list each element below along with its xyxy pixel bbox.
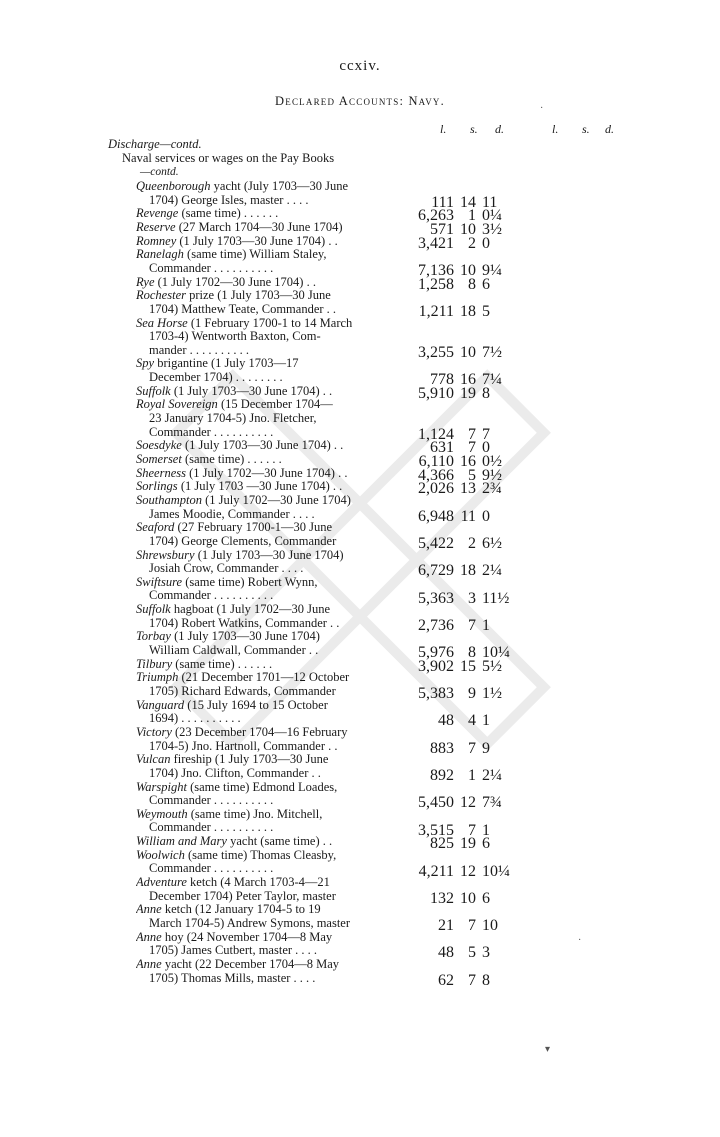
ship-name: Romney [136,234,177,248]
entry-line: Southampton (1 July 1702—30 June 1704) [136,493,351,507]
amount-shillings: 1 [468,207,476,225]
amount-pence: 3 [482,944,490,962]
ship-name: Rochester [136,289,186,303]
entry-line: December 1704) . . . . . . . . [149,371,283,385]
amount-pence: 1½ [482,685,502,703]
amount-row [0,371,720,389]
amount-pence: 8 [482,384,490,402]
entry-line: Commander . . . . . . . . . . [149,589,274,603]
amount-shillings: 4 [468,712,476,730]
amount-row [0,862,720,880]
amount-row [0,302,720,320]
entry-line: Rochester prize (1 July 1703—30 June [136,289,331,303]
amount-pence: 1 [482,821,490,839]
amount-pence: 2¼ [482,766,502,784]
amount-shillings: 10 [460,343,476,361]
entry-line: 1704) Matthew Teate, Commander . . [149,302,337,316]
amount-row [0,944,720,962]
amount-shillings: 8 [468,644,476,662]
entry-line: Sheerness (1 July 1702—30 June 1704) . . [136,466,348,480]
amount-shillings: 10 [460,220,476,238]
entry-line: Vulcan fireship (1 July 1703—30 June [136,753,329,767]
entry-line: 1704) George Clements, Commander [149,534,337,548]
amount-pence: 10¼ [482,644,510,662]
col-head-d-2: d. [605,122,614,136]
page-number: ccxiv. [339,58,381,74]
amount-pence: 5½ [482,657,502,675]
amount-shillings: 5 [468,944,476,962]
entry-line: Josiah Crow, Commander . . . . [149,562,304,576]
amount-shillings: 3 [468,589,476,607]
amount-pence: 6 [482,835,490,853]
amount-row [0,480,720,498]
amount-pence: 0 [482,507,490,525]
amount-shillings: 7 [468,616,476,634]
entry-line: Rye (1 July 1702—30 June 1704) . . [136,275,316,289]
amount-row [0,534,720,552]
entry-line: Suffolk (1 July 1703—30 June 1704) . . [136,384,333,398]
amount-shillings: 7 [468,425,476,443]
entry-line: Shrewsbury (1 July 1703—30 June 1704) [136,548,344,562]
ship-name: Victory [136,726,172,739]
ship-name: Royal Sovereign [136,398,218,412]
amount-pounds: 5,976 [418,644,454,662]
amount-pounds: 4,366 [418,466,454,484]
amount-pounds: 3,255 [418,343,454,361]
entry-line: Commander . . . . . . . . . . [149,862,274,876]
amount-shillings: 19 [460,384,476,402]
amount-shillings: 10 [460,261,476,279]
amount-row [0,971,720,989]
amount-shillings: 11 [460,507,476,525]
amount-pounds: 111 [431,193,454,211]
amount-shillings: 7 [468,821,476,839]
amount-pounds: 2,026 [418,480,454,498]
entry-line: Anne ketch (12 January 1704-5 to 19 [136,903,321,917]
amount-shillings: 16 [460,371,476,389]
ship-name: Ranelagh [136,248,184,262]
amount-pounds: 883 [430,739,454,757]
amount-shillings: 7 [468,971,476,989]
entry-line: 1703-4) Wentworth Baxton, Com- [149,330,321,344]
amount-pence: 10 [482,917,498,935]
amount-pounds: 7,136 [418,261,454,279]
entry-line: Warspight (same time) Edmond Loades, [136,780,338,794]
ship-name: Shrewsbury [136,548,195,562]
amount-pounds: 6,729 [418,562,454,580]
amount-row [0,835,720,853]
amount-pence: 2¾ [482,480,502,498]
ship-name: William and Mary [136,835,227,849]
ship-name: Weymouth [136,807,188,821]
entry-line: Torbay (1 July 1703—30 June 1704) [136,630,320,644]
amount-row [0,589,720,607]
entry-line: Queenborough yacht (July 1703—30 June [136,180,349,193]
entry-line: Anne yacht (22 December 1704—8 May [136,958,340,972]
ship-name: Southampton [136,493,202,507]
ship-name: Tilbury [136,657,173,671]
entry-line: mander . . . . . . . . . . [149,343,249,357]
amount-row [0,261,720,279]
entry-line: Sea Horse (1 February 1700-1 to 14 March [136,316,353,330]
entry-line: Somerset (same time) . . . . . . [136,453,282,466]
amount-pounds: 6,110 [418,453,454,470]
amount-pounds: 3,902 [418,657,454,675]
ship-name: Spy [136,357,155,371]
amount-row [0,821,720,839]
amount-row [0,453,720,470]
ship-name: Rye [136,275,155,289]
amount-pounds: 5,363 [418,589,454,607]
entry-line: Suffolk hagboat (1 July 1702—30 June [136,603,331,617]
entry-line: 1705) James Cutbert, master . . . . [149,944,318,958]
amount-row [0,466,720,484]
amount-pence: 7 [482,425,490,443]
entry-line: 1705) Thomas Mills, master . . . . [149,971,316,985]
amount-shillings: 19 [460,835,476,853]
ship-name: Seaford [136,521,175,535]
amount-shillings: 18 [460,302,476,320]
amount-pounds: 1,211 [418,302,454,320]
amount-row [0,794,720,812]
entry-line: Revenge (same time) . . . . . . [136,207,279,221]
amount-shillings: 8 [468,275,476,293]
amount-pounds: 6,263 [418,207,454,225]
amount-pence: 9½ [482,466,502,484]
amount-row [0,644,720,662]
amount-shillings: 18 [460,562,476,580]
amount-pence: 6½ [482,534,502,552]
ship-name: Triumph [136,671,179,685]
amount-pounds: 3,421 [418,234,454,252]
entry-line: March 1704-5) Andrew Symons, master [149,917,351,931]
amount-pounds: 5,910 [418,384,454,402]
amount-pence: 9 [482,739,490,757]
ship-name: Suffolk [136,603,171,617]
amount-pounds: 21 [438,917,454,935]
amount-row [0,766,720,784]
amount-pounds: 48 [438,944,454,962]
entry-line: Weymouth (same time) Jno. Mitchell, [136,807,323,821]
entry-line: William Caldwall, Commander . . [149,644,319,658]
entry-line: 1705) Richard Edwards, Commander [149,684,336,698]
col-head-d-1: d. [495,122,504,136]
amount-pence: 6 [482,889,490,907]
entry-line: Victory (23 December 1704—16 February [136,726,348,739]
entry-line: William and Mary yacht (same time) . . [136,835,333,849]
entry-line: Anne hoy (24 November 1704—8 May [136,930,333,944]
ship-name: Anne [136,930,162,944]
amount-row [0,685,720,703]
entry-line: Royal Sovereign (15 December 1704— [136,398,333,412]
amount-row [0,207,720,225]
amount-pence: 7¾ [482,794,502,812]
entry-line: Spy brigantine (1 July 1703—17 [136,357,299,371]
amount-row [0,562,720,580]
amount-pounds: 5,450 [418,794,454,812]
amount-pence: 0 [482,234,490,252]
amount-pounds: 5,383 [418,685,454,703]
amount-shillings: 13 [460,480,476,498]
amount-shillings: 9 [468,685,476,703]
amount-pounds: 132 [430,889,454,907]
amount-pence: 11½ [482,589,510,607]
ship-name: Torbay [136,630,171,644]
amount-row [0,917,720,935]
amount-shillings: 7 [468,739,476,757]
amount-pounds: 48 [438,712,454,730]
ship-name: Sorlings [136,480,178,494]
entry-line: 1704) Robert Watkins, Commander . . [149,616,340,630]
entry-line: 23 January 1704-5) Jno. Fletcher, [149,411,317,425]
amount-pounds: 2,736 [418,616,454,634]
amount-row [0,220,720,238]
ship-name: Warspight [136,780,187,794]
col-head-l-2: l. [552,122,559,136]
amount-pence: 9¼ [482,261,502,279]
entry-line: 1704-5) Jno. Hartnoll, Commander . . [149,739,338,753]
entry-line: Sorlings (1 July 1703 —30 June 1704) . . [136,480,343,494]
amount-shillings: 1 [468,766,476,784]
ship-name: Reserve [136,220,176,234]
entry-line: Adventure ketch (4 March 1703-4—21 [136,876,330,890]
amount-row [0,616,720,634]
ship-name: Soesdyke [136,439,182,453]
amount-row [0,889,720,907]
entry-line: 1694) . . . . . . . . . . [149,712,241,726]
entry-line: Ranelagh (same time) William Staley, [136,248,327,262]
amount-pence: 0 [482,439,490,457]
amount-pounds: 892 [430,766,454,784]
amount-row [0,439,720,457]
entry-line: Swiftsure (same time) Robert Wynn, [136,575,318,589]
entry-line: Romney (1 July 1703—30 June 1704) . . [136,234,338,248]
amount-row [0,507,720,525]
amount-shillings: 2 [468,234,476,252]
entry-line: Woolwich (same time) Thomas Cleasby, [136,848,337,862]
amount-pence: 7½ [482,343,502,361]
ship-name: Vanguard [136,698,185,712]
amount-row [0,384,720,402]
ship-name: Adventure [136,876,187,890]
col-head-s-2: s. [582,122,590,136]
ship-name: Anne [136,958,162,972]
amount-pounds: 1,258 [418,275,454,293]
amount-row [0,657,720,675]
amount-shillings: 12 [460,862,476,880]
col-head-s-1: s. [470,122,478,136]
amount-shillings: 16 [460,453,476,470]
amount-row [0,425,720,443]
stray-mark: ▾ [545,1044,551,1055]
entry-line: Tilbury (same time) . . . . . . [136,657,273,671]
amount-shillings: 14 [460,193,476,211]
amount-row [0,343,720,361]
amount-pounds: 3,515 [418,821,454,839]
section-heading: Discharge—contd. [108,137,202,151]
amount-pence: 0¼ [482,207,502,225]
entry-line: 1704) Jno. Clifton, Commander . . [149,766,321,780]
amount-pence: 11 [482,193,498,211]
amount-pounds: 62 [438,971,454,989]
amount-shillings: 5 [468,466,476,484]
amount-pounds: 5,422 [418,534,454,552]
amount-pounds: 4,211 [418,862,454,880]
ship-name: Revenge [136,207,179,221]
entry-line: Commander . . . . . . . . . . [149,425,274,439]
sub-heading-contd: —contd. [140,166,179,178]
amount-pence: 3½ [482,220,502,238]
amount-pence: 1 [482,616,490,634]
amount-row [0,739,720,757]
amount-pence: 0½ [482,453,502,470]
amount-pounds: 778 [430,371,454,389]
amount-pence: 7¼ [482,371,502,389]
sub-heading-text: Naval services or wages on the Pay Books [122,151,335,165]
ship-name: Woolwich [136,848,185,862]
amount-row [0,234,720,252]
stray-dot: · [540,103,544,114]
running-head: Declared Accounts: Navy. [275,94,445,108]
amount-pence: 1 [482,712,490,730]
amount-pounds: 631 [430,439,454,457]
ship-name: Suffolk [136,384,171,398]
amount-pence: 10¼ [482,862,510,880]
amount-shillings: 7 [468,917,476,935]
entry-line: Soesdyke (1 July 1703—30 June 1704) . . [136,439,344,453]
amount-pence: 5 [482,302,490,320]
entry-line: Reserve (27 March 1704—30 June 1704) [136,220,343,234]
entry-line: Commander . . . . . . . . . . [149,794,274,808]
amount-shillings: 12 [460,794,476,812]
amount-shillings: 15 [460,657,476,675]
ship-name: Queenborough [136,180,211,193]
amount-shillings: 10 [460,889,476,907]
amount-row [0,275,720,293]
ship-name: Somerset [136,453,182,466]
amount-row [0,712,720,730]
ship-name: Swiftsure [136,575,183,589]
amount-pounds: 825 [430,835,454,853]
ship-name: Anne [136,903,162,917]
entry-line: Triumph (21 December 1701—12 October [136,671,350,685]
amount-pence: 2¼ [482,562,502,580]
amount-pence: 8 [482,971,490,989]
entry-line: Commander . . . . . . . . . . [149,261,274,275]
stray-dot: · [578,935,582,946]
entry-line: Commander . . . . . . . . . . [149,821,274,835]
entry-line: Vanguard (15 July 1694 to 15 October [136,698,328,712]
ship-name: Vulcan [136,753,171,767]
entry-line: 1704) George Isles, master . . . . [149,193,309,207]
col-head-l-1: l. [440,122,447,136]
entry-line: Seaford (27 February 1700-1—30 June [136,521,333,535]
entry-line: December 1704) Peter Taylor, master [149,889,336,903]
amount-pence: 6 [482,275,490,293]
amount-pounds: 1,124 [418,425,454,443]
ship-name: Sheerness [136,466,186,480]
amount-pounds: 571 [430,220,454,238]
ship-name: Sea Horse [136,316,188,330]
amount-pounds: 6,948 [418,507,454,525]
amount-shillings: 7 [468,439,476,457]
entry-line: James Moodie, Commander . . . . [149,507,315,521]
amount-shillings: 2 [468,534,476,552]
amount-row [0,193,720,211]
